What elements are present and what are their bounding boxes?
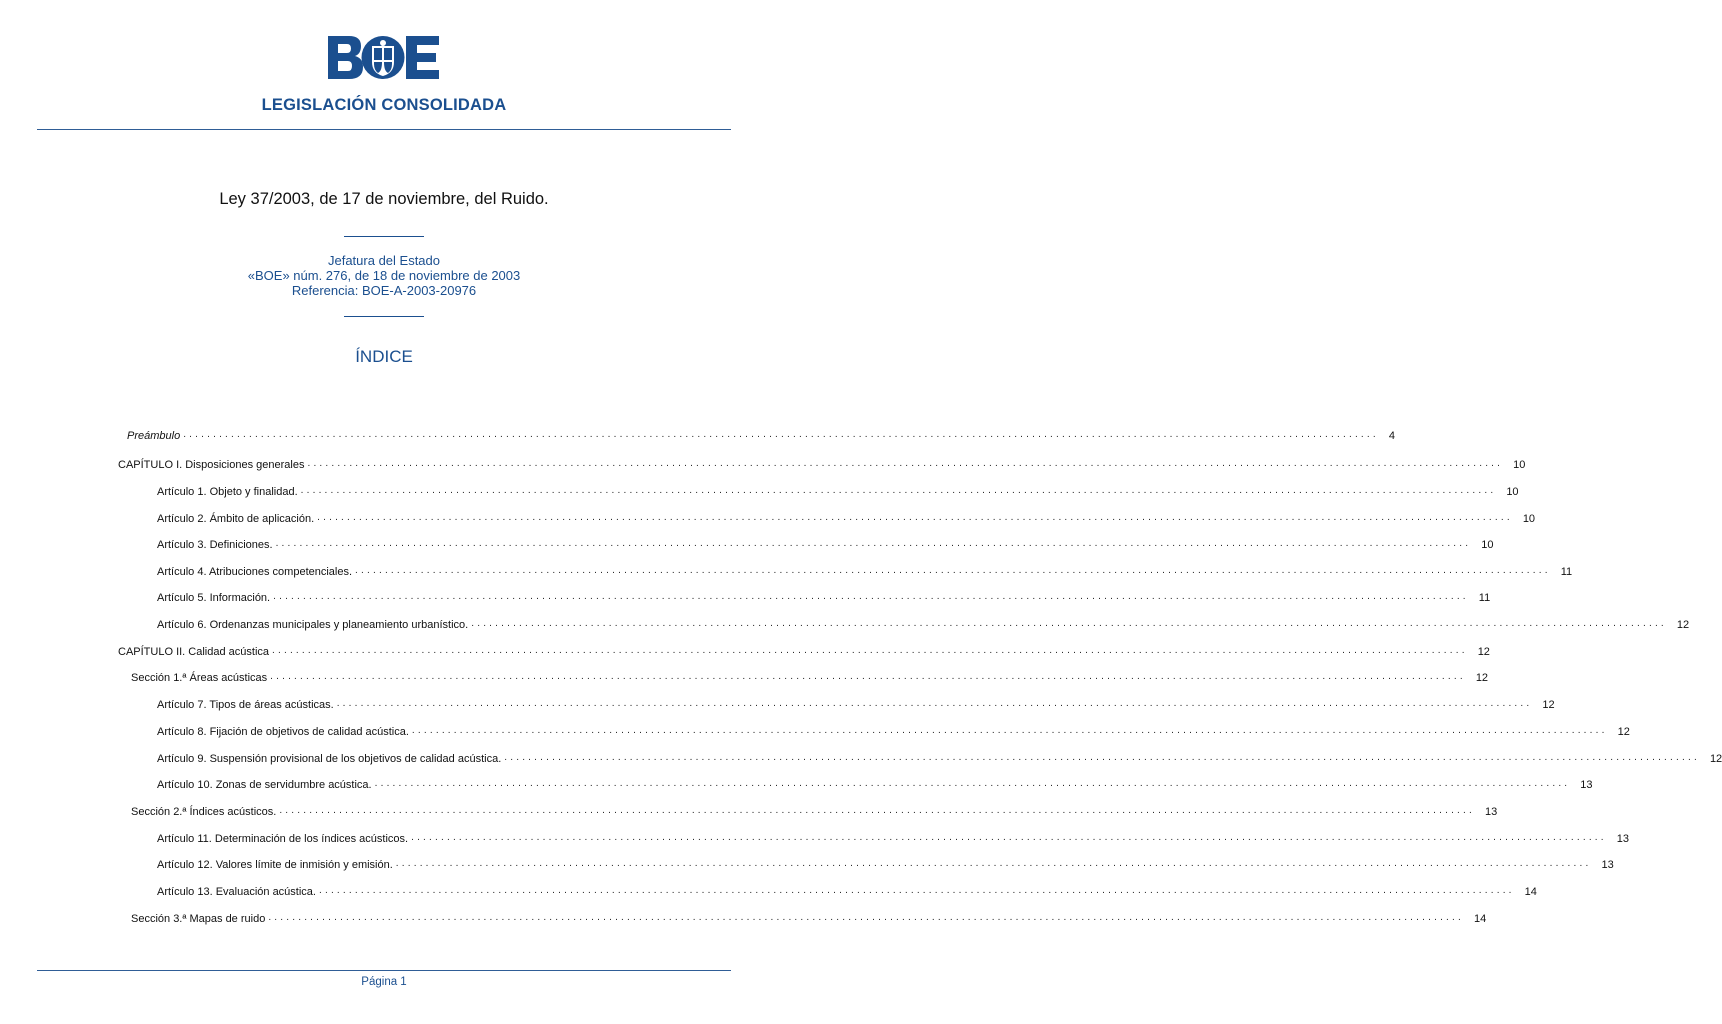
toc-entry-page: 13	[1484, 806, 1498, 818]
toc-entry-capitulo-1[interactable]	[118, 455, 1526, 471]
toc-entry-label: Artículo 3. Definiciones.	[157, 539, 273, 551]
toc-entry-page: 12	[1709, 753, 1722, 765]
index-title: ÍNDICE	[355, 347, 413, 366]
toc-leader-dots: ........................................................................................................................................................................................................	[411, 832, 1607, 843]
toc-leader-dots: ........................................................................................................................................................................................................	[268, 912, 1464, 923]
toc-entry-label: Artículo 8. Fijación de objetivos de calidad acústica.	[157, 726, 409, 738]
toc-entry-articulo-8[interactable]	[157, 722, 1630, 738]
toc-entry-articulo-5[interactable]	[157, 588, 1491, 604]
toc-entry-page: 12	[1475, 672, 1489, 684]
toc-entry-page: 11	[1560, 566, 1573, 578]
page-number: Página 1	[361, 976, 407, 988]
toc-entry-seccion-2[interactable]	[131, 802, 1498, 818]
toc-entry-label: Artículo 7. Tipos de áreas acústicas.	[157, 699, 334, 711]
toc-entry-label: Artículo 1. Objeto y finalidad.	[157, 486, 298, 498]
toc-entry-label: Artículo 13. Evaluación acústica.	[157, 886, 316, 898]
toc-entry-label: Artículo 12. Valores límite de inmisión y emisión.	[157, 859, 393, 871]
toc-entry-label: Artículo 10. Zonas de servidumbre acústica.	[157, 779, 372, 791]
toc-leader-dots: ........................................................................................................................................................................................................	[411, 725, 1608, 736]
toc-entry-page: 13	[1580, 779, 1593, 791]
toc-entry-articulo-13[interactable]	[157, 882, 1537, 898]
toc-entry-page: 10	[1513, 459, 1526, 471]
toc-entry-label: Artículo 4. Atribuciones competenciales.	[157, 566, 353, 578]
toc-leader-dots: ........................................................................................................................................................................................................	[183, 429, 1379, 440]
toc-leader-dots: ........................................................................................................................................................................................................	[273, 591, 1469, 602]
toc-entry-articulo-10[interactable]	[157, 775, 1593, 791]
toc-leader-dots: ........................................................................................................................................................................................................	[270, 671, 1466, 682]
toc-entry-label: CAPÍTULO II. Calidad acústica	[118, 646, 270, 658]
toc-entry-page: 4	[1388, 430, 1395, 442]
toc-entry-page: 11	[1478, 592, 1491, 604]
toc-leader-dots: ........................................................................................................................................................................................................	[355, 565, 1551, 576]
toc-leader-dots: ........................................................................................................................................................................................................	[374, 778, 1571, 789]
toc-entry-label: Artículo 9. Suspensión provisional de los objetivos de calidad acústica.	[157, 753, 502, 765]
toc-entry-articulo-3[interactable]	[157, 535, 1494, 551]
toc-leader-dots: ........................................................................................................................................................................................................	[317, 512, 1513, 523]
toc-entry-seccion-3[interactable]	[131, 909, 1487, 925]
toc-entry-articulo-1[interactable]	[157, 482, 1519, 498]
law-title: Ley 37/2003, de 17 de noviembre, del Ruido.	[219, 190, 549, 208]
toc-entry-page: 12	[1542, 699, 1555, 711]
issuer: Jefatura del Estado	[327, 253, 441, 268]
toc-leader-dots: ........................................................................................................................................................................................................	[307, 458, 1504, 469]
toc-entry-label: Artículo 5. Información.	[157, 592, 271, 604]
footer-divider	[37, 970, 731, 971]
toc-entry-preambulo[interactable]	[127, 426, 1395, 442]
toc-entry-page: 12	[1477, 646, 1490, 658]
toc-entry-articulo-4[interactable]	[157, 562, 1573, 578]
toc-leader-dots: ........................................................................................................................................................................................................	[336, 698, 1533, 709]
toc-entry-page: 10	[1481, 539, 1494, 551]
toc-entry-label: CAPÍTULO I. Disposiciones generales	[118, 459, 305, 471]
toc-leader-dots: ........................................................................................................................................................................................................	[275, 538, 1472, 549]
toc-entry-articulo-7[interactable]	[157, 695, 1555, 711]
toc-entry-page: 12	[1676, 619, 1690, 631]
toc-leader-dots: ........................................................................................................................................................................................................	[504, 752, 1700, 763]
toc-leader-dots: ........................................................................................................................................................................................................	[279, 805, 1475, 816]
boe-reference: Referencia: BOE-A-2003-20976	[291, 283, 477, 298]
toc-entry-page: 14	[1474, 913, 1487, 925]
toc-entry-label: Artículo 11. Determinación de los índices acústicos.	[157, 833, 409, 845]
toc-leader-dots: ........................................................................................................................................................................................................	[395, 858, 1592, 869]
toc-leader-dots: ........................................................................................................................................................................................................	[471, 618, 1667, 629]
toc-entry-label: Artículo 2. Ámbito de aplicación.	[157, 513, 315, 525]
toc-entry-page: 12	[1617, 726, 1630, 738]
toc-entry-label: Sección 3.ª Mapas de ruido	[131, 913, 266, 925]
toc-entry-page: 10	[1522, 513, 1536, 525]
toc-entry-label: Preámbulo	[127, 430, 181, 442]
toc-entry-articulo-6[interactable]	[157, 615, 1690, 631]
toc-entry-label: Artículo 6. Ordenanzas municipales y planeamiento urbanístico.	[157, 619, 469, 631]
toc-leader-dots: ........................................................................................................................................................................................................	[272, 645, 1468, 656]
toc-entry-page: 14	[1524, 886, 1537, 898]
toc-entry-capitulo-2[interactable]	[118, 642, 1490, 658]
toc-entry-seccion-1[interactable]	[131, 668, 1489, 684]
document-collection-title: LEGISLACIÓN CONSOLIDADA	[261, 96, 507, 114]
toc-entry-articulo-9[interactable]	[157, 749, 1722, 765]
toc-entry-articulo-2[interactable]	[157, 509, 1536, 525]
toc-entry-page: 13	[1601, 859, 1614, 871]
publication-reference: «BOE» núm. 276, de 18 de noviembre de 2003	[247, 268, 521, 283]
toc-leader-dots: ........................................................................................................................................................................................................	[318, 885, 1515, 896]
toc-entry-label: Sección 2.ª Índices acústicos.	[131, 806, 277, 818]
toc-leader-dots: ........................................................................................................................................................................................................	[300, 485, 1497, 496]
toc-entry-page: 13	[1616, 833, 1630, 845]
toc-entry-page: 10	[1506, 486, 1519, 498]
toc-entry-label: Sección 1.ª Áreas acústicas	[131, 672, 268, 684]
toc-entry-articulo-12[interactable]	[157, 855, 1614, 871]
toc-entry-articulo-11[interactable]	[157, 829, 1630, 845]
